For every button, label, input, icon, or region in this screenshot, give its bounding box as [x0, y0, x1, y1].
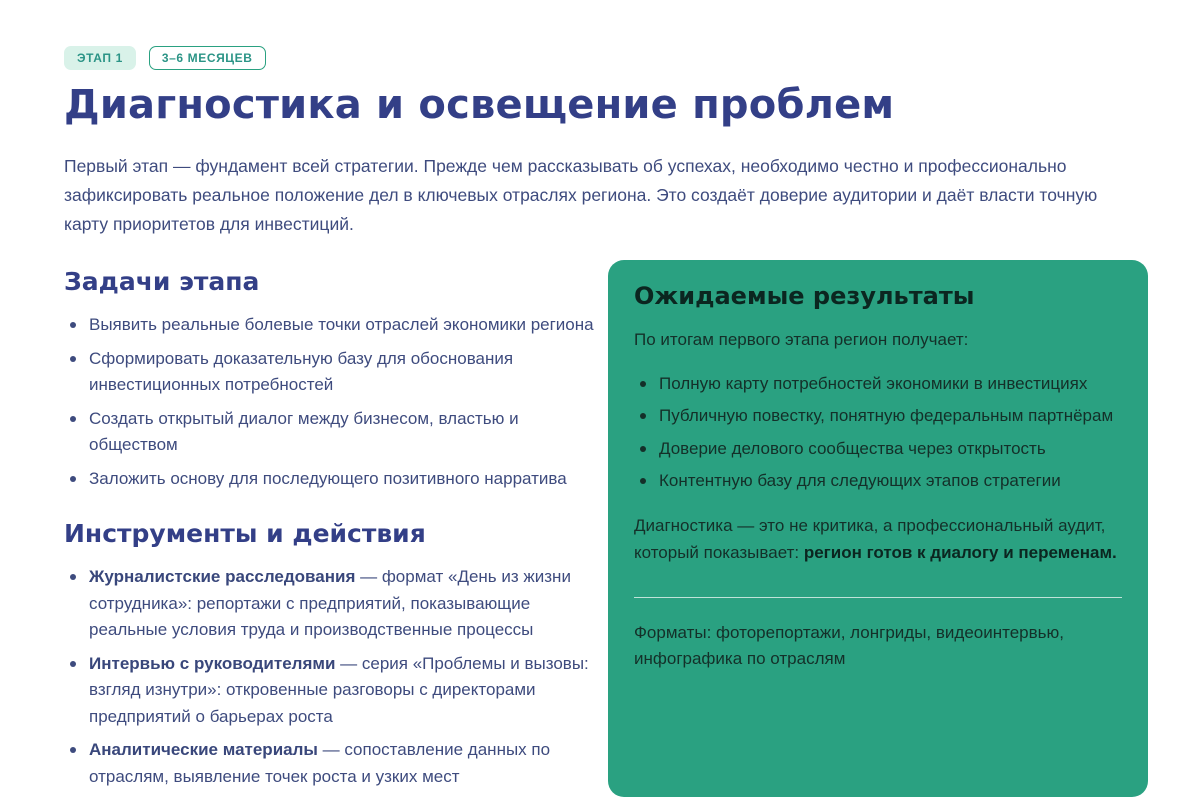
tasks-list [64, 312, 594, 492]
results-heading: Ожидаемые результаты [634, 281, 975, 310]
task-item: Выявить реальные болевые точки отраслей экономики региона [64, 312, 594, 339]
task-item: Создать открытый диалог между бизнесом, властью и обществом [64, 406, 594, 459]
tool-item [64, 564, 594, 644]
stage-badge: ЭТАП 1 [64, 46, 136, 70]
results-summary-bold: регион готов к диалогу и переменам. [803, 542, 1117, 562]
tool-item-lead: Журналистские расследования [89, 567, 356, 587]
results-summary-normal: Диагностика — это не критика, а профессиональный аудит, который показывает: [634, 515, 1106, 562]
left-column [64, 260, 594, 798]
result-item: Публичную повестку, понятную федеральным партнёрам [634, 403, 1122, 430]
page-title: Диагностика и освещение проблем [64, 82, 895, 128]
result-item: Контентную базу для следующих этапов стратегии [634, 468, 1122, 495]
duration-badge: 3–6 МЕСЯЦЕВ [149, 46, 266, 70]
tool-item [64, 651, 594, 731]
results-list [634, 371, 1122, 495]
tool-item-lead: Аналитические материалы [89, 740, 318, 760]
tasks-heading: Задачи этапа [64, 266, 260, 296]
tools-heading: Инструменты и действия [64, 518, 426, 548]
intro-paragraph: Первый этап — фундамент всей стратегии. Прежде чем рассказывать об успехах, необходимо честно и профессионально зафиксировать реальное положение дел в ключевых отраслях региона. Это создаёт доверие аудитории и даёт власти точную карту приоритетов для инвестиций. [64, 156, 1098, 235]
content-columns [64, 260, 1148, 798]
results-card [608, 260, 1148, 798]
tools-list [64, 564, 594, 790]
results-summary [634, 513, 1122, 567]
badge-row [64, 46, 1148, 70]
tool-item [64, 737, 594, 790]
result-item: Полную карту потребностей экономики в инвестициях [634, 371, 1122, 398]
result-item: Доверие делового сообщества через открытость [634, 436, 1122, 463]
results-intro: По итогам первого этапа регион получает: [634, 330, 969, 350]
task-item: Сформировать доказательную базу для обоснования инвестиционных потребностей [64, 346, 594, 399]
task-item: Заложить основу для последующего позитивного нарратива [64, 466, 594, 493]
results-formats: Форматы: фоторепортажи, лонгриды, видеоинтервью, инфографика по отраслям [634, 622, 1064, 669]
tool-item-rest: — серия «Проблемы и вызовы: взгляд изнутри»: откровенные разговоры с директорами предприятий о барьерах роста [89, 653, 589, 726]
tool-item-lead: Интервью с руководителями [89, 653, 336, 673]
results-divider [634, 597, 1122, 598]
tool-item-rest: — формат «День из жизни сотрудника»: репортажи с предприятий, показывающие реальные условия труда и производственные процессы [89, 567, 571, 640]
tool-item-rest: — сопоставление данных по отраслям, выявление точек роста и узких мест [89, 740, 551, 786]
